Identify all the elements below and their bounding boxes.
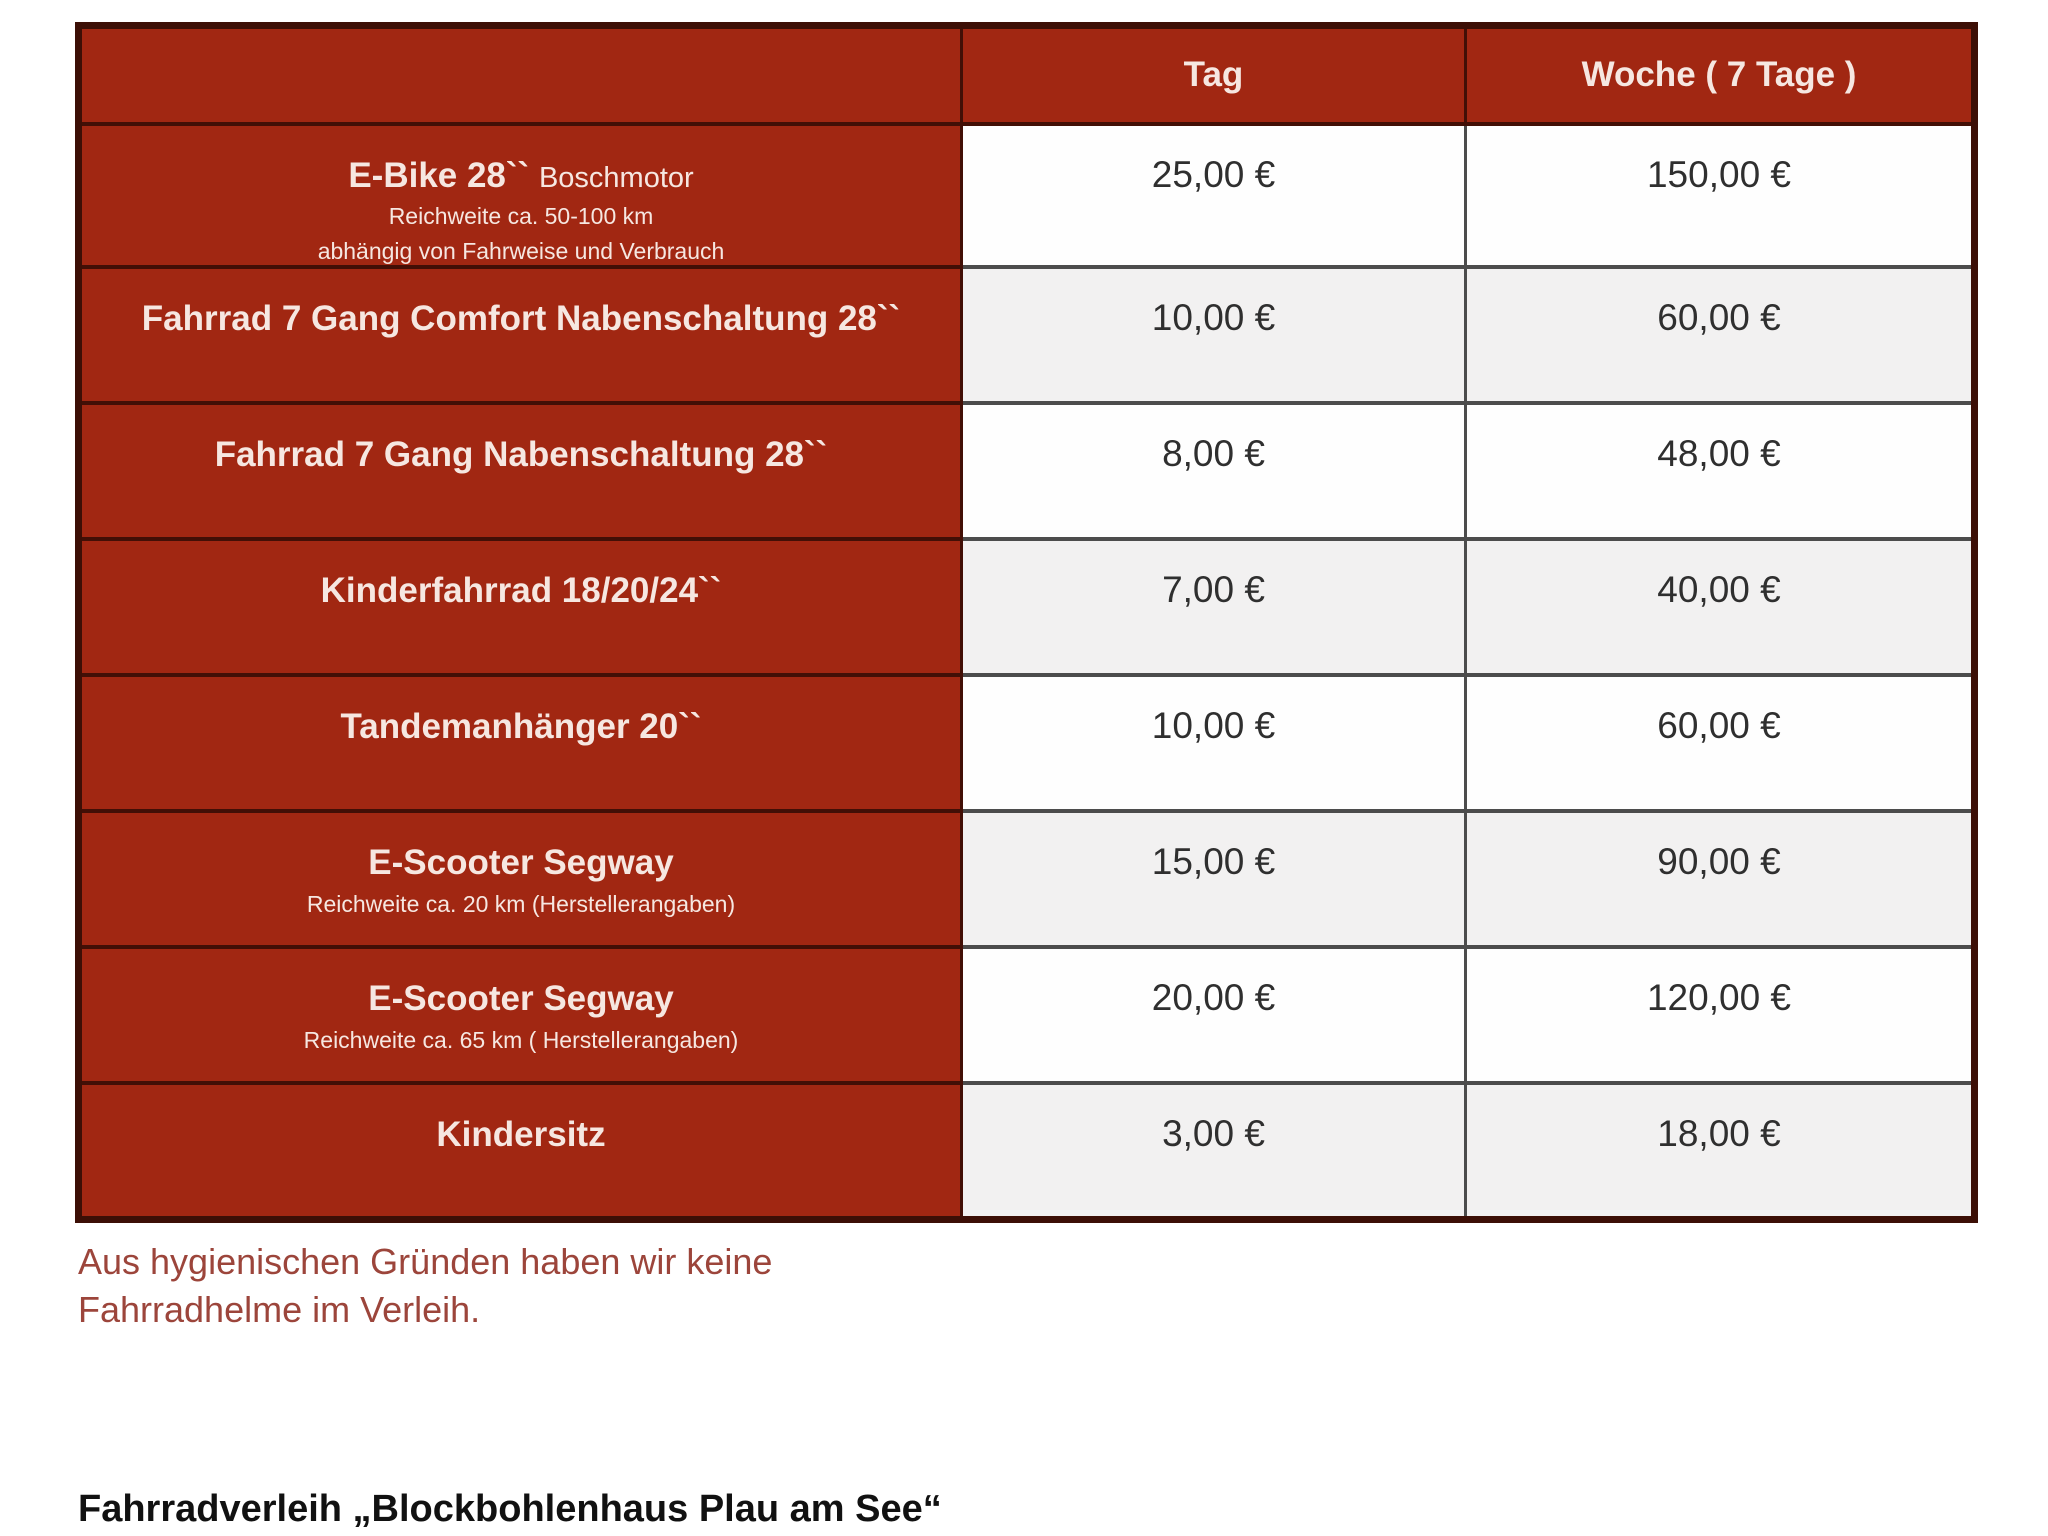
item-cell	[79, 124, 962, 268]
week-price-cell: 48,00 €	[1466, 403, 1975, 539]
item-name: Kindersitz	[436, 1115, 606, 1155]
header-week-cell: Woche ( 7 Tage )	[1466, 26, 1975, 124]
table-row	[79, 124, 1975, 268]
hygiene-note-line1: Aus hygienischen Gründen haben wir keine	[78, 1241, 773, 1282]
table-row	[79, 947, 1975, 1083]
week-price-cell: 150,00 €	[1466, 124, 1975, 268]
item-detail: Reichweite ca. 50-100 km	[388, 202, 654, 229]
table-row	[79, 1083, 1975, 1219]
table-row	[79, 675, 1975, 811]
item-name: E-Scooter Segway	[368, 979, 674, 1019]
item-detail: Reichweite ca. 65 km ( Herstellerangaben)	[303, 1026, 739, 1053]
day-price-cell: 10,00 €	[962, 675, 1466, 811]
day-price-cell: 7,00 €	[962, 539, 1466, 675]
hygiene-note	[78, 1238, 772, 1333]
price-table-body	[79, 124, 1975, 1220]
item-cell	[79, 539, 962, 675]
day-price-cell: 3,00 €	[962, 1083, 1466, 1219]
header-row	[79, 26, 1975, 124]
table-row	[79, 267, 1975, 403]
header-day-cell: Tag	[962, 26, 1466, 124]
day-price-cell: 8,00 €	[962, 403, 1466, 539]
week-price-cell: 18,00 €	[1466, 1083, 1975, 1219]
item-cell	[79, 403, 962, 539]
table-row	[79, 811, 1975, 947]
page-title: Fahrradverleih „Blockbohlenhaus Plau am See“	[78, 1488, 942, 1530]
item-cell	[79, 947, 962, 1083]
hygiene-note-line2: Fahrradhelme im Verleih.	[78, 1288, 481, 1330]
item-name: Tandemanhänger 20``	[340, 707, 702, 747]
item-title	[100, 156, 942, 196]
item-title	[100, 1115, 942, 1155]
item-cell	[79, 811, 962, 947]
item-cell	[79, 675, 962, 811]
table-row	[79, 539, 1975, 675]
header-item-cell	[79, 26, 962, 124]
item-name: E-Bike 28``	[348, 155, 530, 195]
day-price-cell: 20,00 €	[962, 947, 1466, 1083]
day-price-cell: 10,00 €	[962, 267, 1466, 403]
item-title	[100, 843, 942, 883]
item-title	[100, 707, 942, 747]
week-price-cell: 40,00 €	[1466, 539, 1975, 675]
rental-price-table	[75, 22, 1978, 1223]
week-price-cell: 90,00 €	[1466, 811, 1975, 947]
item-name-suffix: Boschmotor	[538, 161, 694, 194]
item-name: E-Scooter Segway	[368, 843, 674, 883]
item-title	[100, 435, 942, 475]
week-price-cell: 60,00 €	[1466, 675, 1975, 811]
item-cell	[79, 267, 962, 403]
item-name: Fahrrad 7 Gang Nabenschaltung 28``	[214, 435, 828, 475]
day-price-cell: 25,00 €	[962, 124, 1466, 268]
item-name: Kinderfahrrad 18/20/24``	[320, 571, 722, 611]
item-title	[100, 299, 942, 339]
item-name: Fahrrad 7 Gang Comfort Nabenschaltung 28``	[141, 299, 901, 339]
item-title	[100, 979, 942, 1019]
item-detail: abhängig von Fahrweise und Verbrauch	[317, 237, 725, 264]
day-price-cell: 15,00 €	[962, 811, 1466, 947]
item-cell	[79, 1083, 962, 1219]
item-detail: Reichweite ca. 20 km (Herstellerangaben)	[306, 890, 736, 917]
week-price-cell: 60,00 €	[1466, 267, 1975, 403]
table-row	[79, 403, 1975, 539]
item-title	[100, 571, 942, 611]
week-price-cell: 120,00 €	[1466, 947, 1975, 1083]
